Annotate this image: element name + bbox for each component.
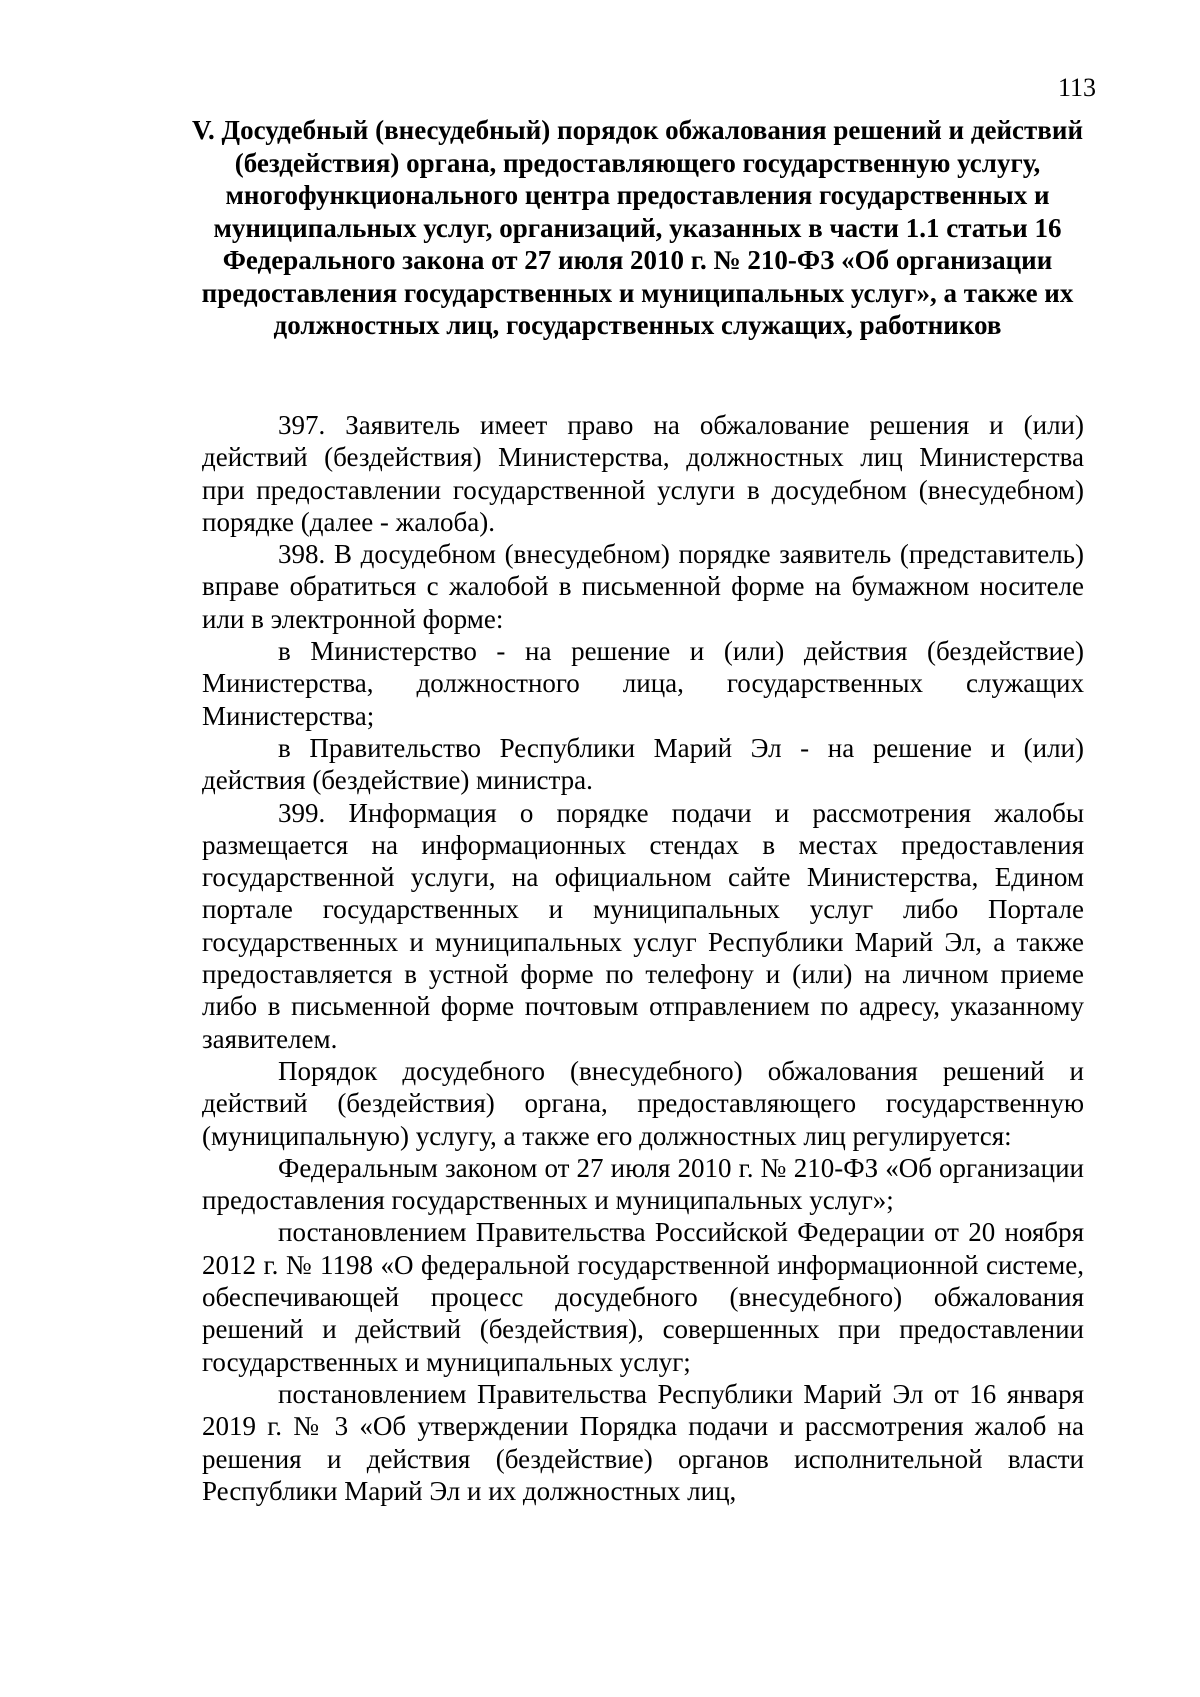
- paragraph-government-complaint: в Правительство Республики Марий Эл - на решение и (или) действия (бездействие) министра.: [202, 732, 1084, 796]
- paragraph-399: 399. Информация о порядке подачи и рассмотрения жалобы размещается на информационных стендах в местах предоставления государственной услуги, на официальном сайте Министерства, Едином портале государственных и муниципальных услуг либо Портале государственных и муниципальных услуг Республики Марий Эл, а также предоставляется в устной форме по телефону и (или) на личном приеме либо в письменной форме почтовым отправлением по адресу, указанному заявителем.: [202, 797, 1084, 1054]
- paragraph-federal-law: Федеральным законом от 27 июля 2010 г. № 210-ФЗ «Об организации предоставления государственных и муниципальных услуг»;: [202, 1152, 1084, 1216]
- paragraph-mari-el-government-decree: постановлением Правительства Республики Марий Эл от 16 января 2019 г. № 3 «Об утверждении Порядка подачи и рассмотрения жалоб на решения и действия (бездействие) органов исполнительной власти Республики Марий Эл и их должностных лиц,: [202, 1378, 1084, 1506]
- paragraph-398: 398. В досудебном (внесудебном) порядке заявитель (представитель) вправе обратиться с жалобой в письменной форме на бумажном носителе или в электронной форме:: [202, 539, 1084, 634]
- paragraph-rf-government-decree: постановлением Правительства Российской Федерации от 20 ноября 2012 г. № 1198 «О федеральной государственной информационной системе, обеспечивающей процесс досудебного (внесудебного) обжалования решений и действий (бездействия), совершенных при предоставлении государственных и муниципальных услуг;: [202, 1217, 1084, 1377]
- paragraph-appeal-procedure: Порядок досудебного (внесудебного) обжалования решений и действий (бездействия) органа, предоставляющего государственную (муниципальную) услугу, а также его должностных лиц регулируется:: [202, 1055, 1084, 1151]
- body-text: [202, 409, 1084, 1507]
- paragraph-ministry-complaint: в Министерство - на решение и (или) действия (бездействие) Министерства, должностного лица, государственных служащих Министерства;: [202, 636, 1084, 731]
- paragraph-397: 397. Заявитель имеет право на обжалование решения и (или) действий (бездействия) Министерства, должностных лиц Министерства при предоставлении государственной услуги в досудебном (внесудебном) порядке (далее - жалоба).: [202, 410, 1084, 537]
- section-heading: V. Досудебный (внесудебный) порядок обжалования решений и действий (бездействия) органа, предоставляющего государственную услугу, многофункционального центра предоставления государственных и муниципальных услуг, организаций, указанных в части 1.1 статьи 16 Федерального закона от 27 июля 2010 г. № 210-ФЗ «Об организации предоставления государственных и муниципальных услуг», а также их должностных лиц, государственных служащих, работников: [191, 115, 1083, 340]
- page-number: 113: [1057, 73, 1096, 102]
